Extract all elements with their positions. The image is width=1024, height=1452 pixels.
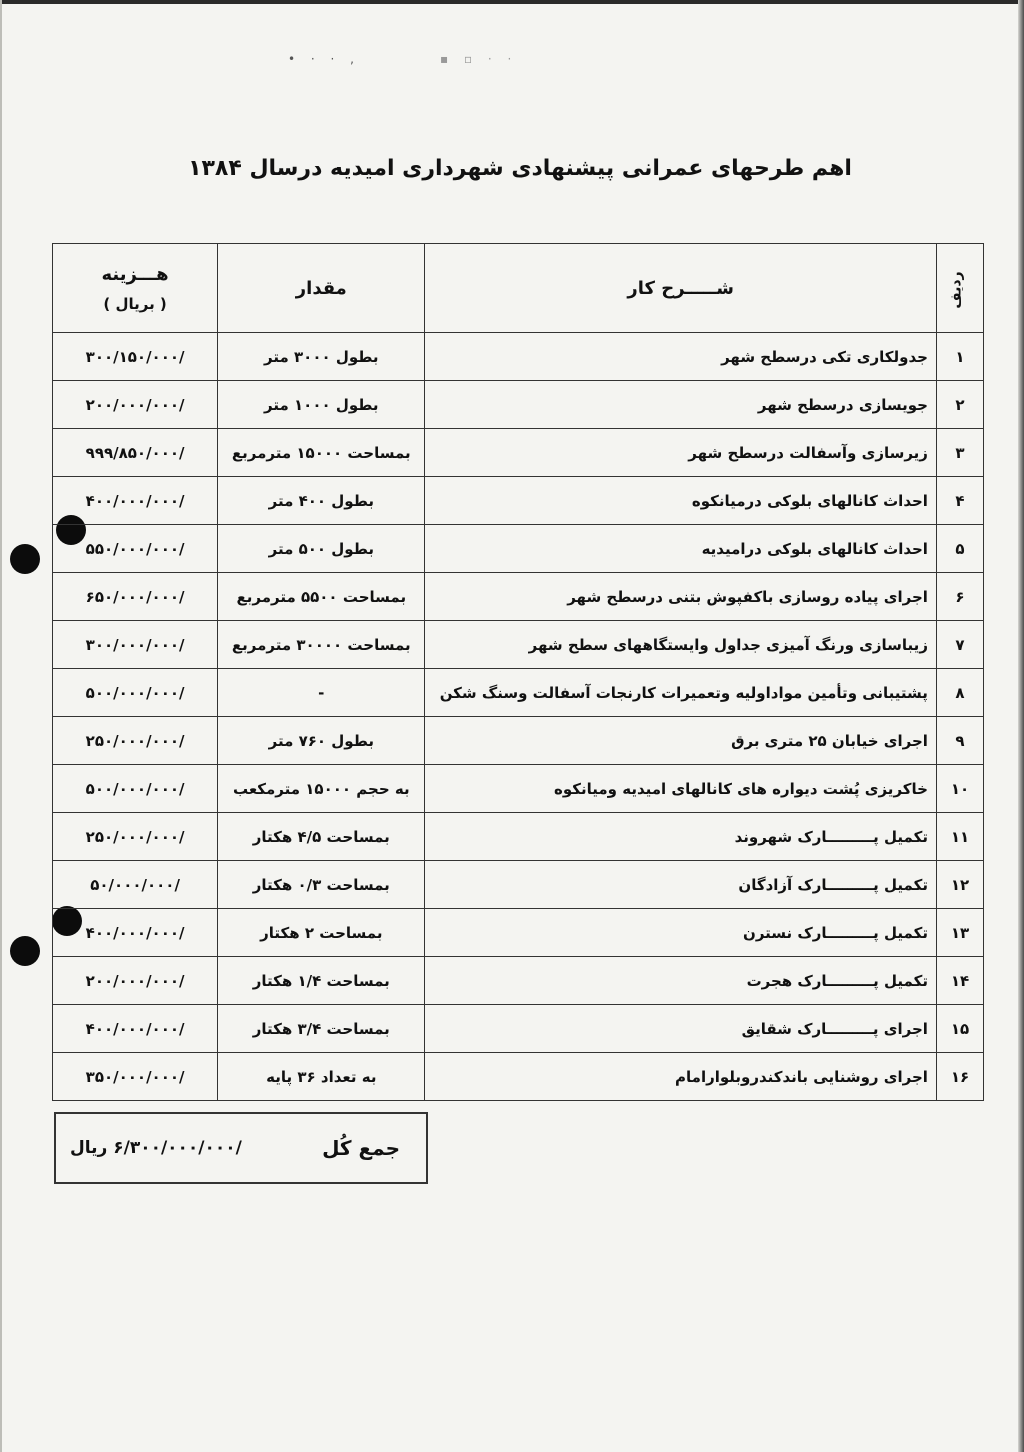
row-description: جدولکاری تکی درسطح شهر: [425, 333, 937, 381]
row-cost: /۳۰۰/۱۵۰/۰۰۰: [53, 333, 218, 381]
row-quantity: بمساحت ۰/۳ هکتار: [218, 861, 425, 909]
row-quantity: بمساحت ۳۰۰۰۰ مترمربع: [218, 621, 425, 669]
row-number: ۷: [936, 621, 983, 669]
table-row: [53, 765, 984, 813]
row-description: زیباسازی ورنگ آمیزی جداول وایستگاههای سطح شهر: [425, 621, 937, 669]
row-description: اجرای خیابان ۲۵ متری برق: [425, 717, 937, 765]
row-cost: /۴۰۰/۰۰۰/۰۰۰: [53, 1005, 218, 1053]
row-quantity: بطول ۷۶۰ متر: [218, 717, 425, 765]
header-row-number: ردیف: [936, 244, 983, 333]
table-row: [53, 333, 984, 381]
table-row: [53, 1005, 984, 1053]
table-row: [53, 909, 984, 957]
row-quantity: بطول ۵۰۰ متر: [218, 525, 425, 573]
row-cost: /۴۰۰/۰۰۰/۰۰۰: [53, 477, 218, 525]
punch-hole: [10, 544, 40, 574]
row-cost: /۶۵۰/۰۰۰/۰۰۰: [53, 573, 218, 621]
scan-border-top: [0, 0, 1024, 4]
table-row: [53, 381, 984, 429]
row-cost: /۵۰/۰۰۰/۰۰۰: [53, 861, 218, 909]
projects-table: [52, 243, 984, 1101]
row-quantity: بمساحت ۲ هکتار: [218, 909, 425, 957]
row-cost: /۵۰۰/۰۰۰/۰۰۰: [53, 765, 218, 813]
row-description: احداث کانالهای بلوکی درمیانکوه: [425, 477, 937, 525]
total-box: [54, 1112, 428, 1184]
row-description: خاکریزی پُشت دیواره های کانالهای امیدیه ومیانکوه: [425, 765, 937, 813]
header-cost: [53, 244, 218, 333]
header-quantity: مقدار: [218, 244, 425, 333]
table-header-row: [53, 244, 984, 333]
total-value: /۶/۳۰۰/۰۰۰/۰۰۰ ریال: [70, 1138, 242, 1158]
row-description: جویسازی درسطح شهر: [425, 381, 937, 429]
row-description: پشتیبانی وتأمین مواداولیه وتعمیرات کارنجات آسفالت وسنگ شکن: [425, 669, 937, 717]
row-description: احداث کانالهای بلوکی درامیدیه: [425, 525, 937, 573]
header-description: شـــــرح کار: [425, 244, 937, 333]
row-cost: /۵۰۰/۰۰۰/۰۰۰: [53, 669, 218, 717]
row-cost: /۲۰۰/۰۰۰/۰۰۰: [53, 957, 218, 1005]
scan-border-left: [0, 0, 2, 1452]
row-number: ۱۳: [936, 909, 983, 957]
header-cost-label: هـــزینه: [101, 263, 169, 285]
row-number: ۱۵: [936, 1005, 983, 1053]
row-quantity: بطول ۴۰۰ متر: [218, 477, 425, 525]
row-quantity: بمساحت ۱/۴ هکتار: [218, 957, 425, 1005]
table-row: [53, 525, 984, 573]
scan-speck: • · · ,: [288, 52, 360, 66]
row-number: ۱۲: [936, 861, 983, 909]
total-label: جمع کُل: [322, 1136, 400, 1160]
table-row: [53, 861, 984, 909]
row-description: اجرای پیاده روسازی باکفپوش بتنی درسطح شهر: [425, 573, 937, 621]
table-row: [53, 477, 984, 525]
row-number: ۲: [936, 381, 983, 429]
row-number: ۱۴: [936, 957, 983, 1005]
row-description: تکمیل پـــــــــارک آزادگان: [425, 861, 937, 909]
row-description: اجرای روشنایی باندکندروبلوارامام: [425, 1053, 937, 1101]
row-quantity: بمساحت ۴/۵ هکتار: [218, 813, 425, 861]
row-description: تکمیل پـــــــــارک هجرت: [425, 957, 937, 1005]
row-cost: /۴۰۰/۰۰۰/۰۰۰: [53, 909, 218, 957]
row-quantity: بمساحت ۱۵۰۰۰ مترمربع: [218, 429, 425, 477]
row-number: ۱: [936, 333, 983, 381]
row-cost: /۳۵۰/۰۰۰/۰۰۰: [53, 1053, 218, 1101]
row-quantity: به تعداد ۳۶ پایه: [218, 1053, 425, 1101]
table-row: [53, 429, 984, 477]
row-number: ۳: [936, 429, 983, 477]
row-quantity: بطول ۱۰۰۰ متر: [218, 381, 425, 429]
table-row: [53, 573, 984, 621]
table-row: [53, 717, 984, 765]
row-description: تکمیل پـــــــــارک نسترن: [425, 909, 937, 957]
row-number: ۴: [936, 477, 983, 525]
row-number: ۱۰: [936, 765, 983, 813]
row-description: اجرای پـــــــــارک شقایق: [425, 1005, 937, 1053]
document-title: اهم طرحهای عمرانی پیشنهادی شهرداری امیدیه درسال ۱۳۸۴: [188, 156, 852, 181]
row-number: ۹: [936, 717, 983, 765]
row-cost: /۵۵۰/۰۰۰/۰۰۰: [53, 525, 218, 573]
row-quantity: بطول ۳۰۰۰ متر: [218, 333, 425, 381]
row-number: ۵: [936, 525, 983, 573]
punch-hole: [10, 936, 40, 966]
table-row: [53, 957, 984, 1005]
scan-smudge: ▪ ▫ · ·: [440, 52, 518, 66]
header-cost-unit: ( بریال ): [103, 294, 167, 313]
scan-border-right: [1018, 0, 1024, 1452]
row-number: ۸: [936, 669, 983, 717]
row-cost: /۲۰۰/۰۰۰/۰۰۰: [53, 381, 218, 429]
row-quantity: به حجم ۱۵۰۰۰ مترمکعب: [218, 765, 425, 813]
row-cost: /۲۵۰/۰۰۰/۰۰۰: [53, 717, 218, 765]
row-quantity: بمساحت ۳/۴ هکتار: [218, 1005, 425, 1053]
row-cost: /۳۰۰/۰۰۰/۰۰۰: [53, 621, 218, 669]
row-number: ۶: [936, 573, 983, 621]
table-row: [53, 813, 984, 861]
row-number: ۱۱: [936, 813, 983, 861]
row-cost: /۲۵۰/۰۰۰/۰۰۰: [53, 813, 218, 861]
row-description: تکمیل پـــــــــارک شهروند: [425, 813, 937, 861]
row-number: ۱۶: [936, 1053, 983, 1101]
row-quantity: بمساحت ۵۵۰۰ مترمربع: [218, 573, 425, 621]
row-description: زیرسازی وآسفالت درسطح شهر: [425, 429, 937, 477]
table-row: [53, 669, 984, 717]
row-quantity: -: [218, 669, 425, 717]
table-row: [53, 621, 984, 669]
row-cost: /۹۹۹/۸۵۰/۰۰۰: [53, 429, 218, 477]
table-row: [53, 1053, 984, 1101]
